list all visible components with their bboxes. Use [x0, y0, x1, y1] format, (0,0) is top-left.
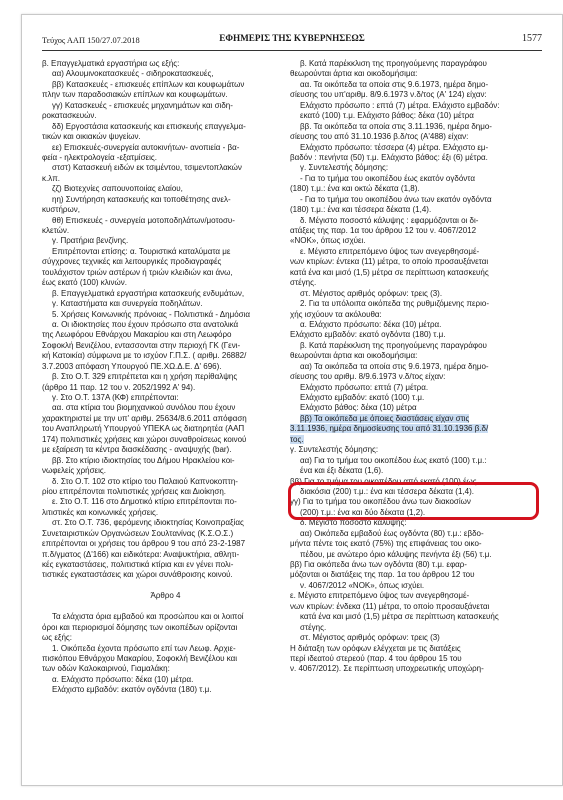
left-column-line: εε) Επισκευές-συνεργεία αυτοκινήτων- ανοπιεία - βα- — [52, 142, 240, 152]
left-column-line: τικών και οικιακών ψυγείων. — [42, 132, 141, 142]
right-column — [290, 59, 537, 675]
left-column-line: Ελάχιστο εμβαδόν: εκατόν ογδόντα (180) τ.μ. — [52, 685, 212, 695]
highlighted-text: 3.11.1936, ημέρα δημοσίευσης του από 31.10.1936 β.δ/ — [290, 424, 489, 434]
left-column-line: γ. Πρατήρια βενζίνης. — [52, 236, 129, 246]
right-column-line: Ελάχιστο εμβαδόν: εκατό (100) τ.μ. — [300, 393, 425, 402]
left-column-line: γ. Στο Ο.Τ. 137Α (ΚΦ) επιτρέπονται: — [52, 393, 179, 402]
document-page — [21, 14, 563, 786]
left-column-line: αα) Αλουμινοκατασκευές - σιδηροκατασκευές, — [52, 69, 214, 79]
right-column-line: (180) τ.μ.: ένα και οκτώ δέκατα (1,8). — [290, 184, 420, 194]
left-column-line: φεία - ηλεκτρολογεία -εξατμίσεις. — [42, 152, 157, 162]
right-column-line: (200) τ.μ.: ένα και δύο δέκατα (1,2). — [300, 507, 426, 517]
right-column-line: ε. Μέγιστο επιτρεπόμενο ύψος των ανεγερθησομέ- — [290, 591, 470, 601]
right-column-line — [290, 435, 537, 445]
left-column-line: ως εξής: — [42, 633, 72, 643]
right-column-line: διακόσια (200) τ.μ.: ένα και τέσσερα δέκατα (1,4). — [300, 486, 474, 496]
right-column-line: δ. Μέγιστο ποσοστό κάλυψης : εφαρμόζονται οι δι- — [300, 215, 479, 225]
left-column-line: β. Επαγγελματικά εργαστήρια κατασκευής ενδυμάτων, — [52, 288, 245, 298]
left-column-line: στστ) Κατασκευή ειδών εκ τσιμέντου, τσιμεντοπλακών — [52, 163, 242, 173]
header-divider — [42, 50, 542, 51]
left-column-line: ροκατασκευών. — [42, 111, 97, 121]
right-column-line: γγ) Για το τμήμα του οικοπέδου άνω των διακοσίων — [290, 497, 471, 507]
left-column-line: ρίου επιτρέπονται πολιτιστικές χρήσεις και Διοίκηση. — [42, 486, 227, 496]
highlighted-text: τος. — [290, 434, 304, 444]
right-column-line — [290, 424, 537, 434]
left-column-line: λιτιστικές και κοινωνικές χρήσεις. — [42, 507, 159, 517]
left-column-line: α. Ελάχιστο πρόσωπο: δέκα (10) μέτρα. — [52, 674, 194, 684]
left-column-line: α. Οι ιδιοκτησίες που έχουν πρόσωπο στα ανατολικά — [52, 319, 239, 329]
right-column-line: γ. Συντελεστής δόμησης: — [300, 163, 389, 173]
right-column-line: περί ιδεατού στερεού (παρ. 4 του άρθρου 15 του — [290, 653, 462, 663]
left-column-line: έως εκατό (100) κλινών. — [42, 278, 127, 288]
right-column-line: κατά ένα και μισό (1,5) μέτρα σε περίπτωση κατασκευής — [300, 612, 499, 622]
right-column-line: σίευσης του αριθμ. 8/9.6.1973 ν.δ/τος είχαν: — [290, 372, 446, 382]
right-column-line: εκατό (100) τ.μ. Ελάχιστο βάθος: δέκα (10) μέτρα — [300, 111, 474, 121]
right-column-line: μήντα πέντε τοις εκατό (75%) της επιφάνειας του οικο- — [290, 539, 482, 549]
left-column-line: των οδών Καλοκαιρινού, Γιαμαλάκη: — [42, 664, 170, 674]
left-column-line: κ.λπ. — [42, 173, 60, 183]
left-column-line: του Αναπληρωτή Υπουργού ΥΠΕΚΑ ως διατηρητέα (ΑΑΠ — [42, 424, 245, 434]
right-column-line: σίευσης του από 31.10.1936 β.δ/τος (Α'488) είχαν: — [290, 132, 469, 142]
right-column-line: νων κτιρίων: ένδεκα (11) μέτρα, το οποίο προσαυξάνεται — [290, 601, 490, 611]
right-column-line: ββ) Για οικόπεδα άνω των ογδόντα (80) τ.μ. εφαρ- — [290, 560, 467, 569]
left-column-line: σύγχρονες τεχνικές και λειτουργικές προδιαγραφές — [42, 257, 222, 267]
left-column-line: θθ) Επισκευές - συνεργεία μοτοποδηλάτων/μοτοσυ- — [52, 215, 235, 225]
issue-number: Τεύχος ΑΑΠ 150/27.07.2018 — [42, 36, 140, 45]
right-column-line: γ. Συντελεστής δόμησης: — [290, 445, 379, 455]
right-column-line: Ελάχιστο πρόσωπο: τέσσερα (4) μέτρα. Ελάχιστο εμ- — [300, 142, 489, 152]
right-column-line: στ. Μέγιστος αριθμός ορόφων: τρεις (3). — [300, 288, 443, 298]
left-column-line: 1. Οικόπεδα έχοντα πρόσωπο επί των Λεωφ. Αρχιε- — [52, 643, 236, 653]
right-column-line: β. Κατά παρέκκλιση της προηγούμενης παραγράφου — [300, 59, 487, 68]
left-column-line: αα. στα κτίρια του βιομηχανικού συνόλου που έχουν — [52, 403, 236, 413]
right-column-line — [290, 414, 537, 424]
right-column-line: αα) Τα οικόπεδα τα οποία στις 9.6.1973, ημέρα δημο- — [300, 361, 489, 371]
right-column-line: 2. Για τα υπόλοιπα οικόπεδα της ρυθμιζόμενης περιο- — [300, 299, 489, 309]
left-column-line: 174) πολιτιστικές χρήσεις και χώροι συναθροίσεως κοινού — [42, 434, 247, 444]
right-column-line: β. Κατά παρέκκλιση της προηγούμενης παραγράφου — [300, 340, 487, 350]
right-column-line: αα) Οικόπεδα εμβαδού έως ογδόντα (80) τ.μ.: εβδο- — [300, 528, 484, 538]
left-column-line: χαρακτηριστεί με την υπ' αριθμ. 25634/8.6.2011 απόφαση — [42, 413, 247, 423]
right-column-line: βαδόν : πενήντα (50) τ.μ. Ελάχιστο βάθος: έξι (6) μέτρα. — [290, 152, 488, 162]
left-column-line: τιστικές εγκαταστάσεις και χώροι συνάθροισης κοινού. — [42, 570, 233, 580]
page-number: 1577 — [522, 33, 542, 44]
left-column-line: πισκόπου Εθνάρχου Μακαρίου, Σοφοκλή Βενιζέλου και — [42, 653, 238, 663]
left-column-line: γγ) Κατασκευές - επισκευές μηχανημάτων και σιδη- — [52, 100, 233, 110]
page-header — [42, 33, 542, 47]
right-column-line: Ελάχιστο πρόσωπο : επτά (7) μέτρα. Ελάχιστο εμβαδόν: — [300, 100, 500, 110]
right-column-line: (180) τ.μ.: ένα και τέσσερα δέκατα (1,4). — [290, 205, 432, 215]
right-column-line: Ελάχιστο βάθος: δέκα (10) μέτρα — [300, 403, 417, 413]
left-column-line: ββ. Στο κτίριο ιδιοκτησίας του Δήμου Ηρακλείου κοι- — [52, 455, 235, 465]
right-column-line: σίευσης του υπ'αριθμ. 8/9.6.1973 ν.δ/τος (Α' 124) είχαν: — [290, 90, 487, 100]
left-column-line: ηη) Συντήρηση κατασκευής και τοποθέτησης ανελ- — [52, 194, 231, 204]
left-column-line: Επιτρέπονται επίσης: α. Τουριστικά καταλύματα με — [52, 246, 231, 256]
left-column-line: της Λεωφόρου Εθνάρχου Μακαρίου και στη Λεωφόρο — [42, 330, 232, 340]
right-column-line: στέγης. — [290, 278, 317, 288]
left-column-line: β. Στο Ο.Τ. 329 επιτρέπεται και η χρήση περίθαλψης — [52, 372, 238, 382]
left-column-line: ε. Στο Ο.Τ. 116 στο Δημοτικό κτίριο επιτρέπονται πο- — [52, 497, 237, 507]
right-column-line: στέγης. — [300, 622, 327, 632]
left-column-line: ββ) Κατασκευές - επισκευές επίπλων και κουφωμάτων — [52, 79, 245, 89]
right-column-line: ββ. Τα οικόπεδα τα οποία στις 3.11.1936, ημέρα δημο- — [300, 121, 492, 131]
right-column-line: θεωρούνται άρτια και οικοδομήσιμα: — [290, 69, 418, 79]
right-column-line: ατάξεις της παρ. 1α του άρθρου 12 του ν. 4067/2012 — [290, 226, 477, 235]
left-column-line: 5. Χρήσεις Κοινωνικής πρόνοιας - Πολιτιστικά - Δημόσια — [52, 309, 250, 319]
left-column-line: Τα ελάχιστα όρια εμβαδού και προσώπου και οι λοιποί — [52, 612, 244, 622]
left-column-line: επιτρέπονται οι χρήσεις του άρθρου 9 του από 23-2-1987 — [42, 539, 246, 549]
right-column-line: - Για το τμήμα του οικοπέδου έως εκατόν ογδόντα — [300, 173, 475, 183]
right-column-line: Ελάχιστο πρόσωπο: επτά (7) μέτρα. — [300, 382, 429, 392]
left-column-line: (άρθρο 11 παρ. 12 του ν. 2052/1992 Α' 94). — [42, 382, 196, 392]
left-column-line: κυστήρων, — [42, 205, 80, 215]
right-column-line: Ελάχιστο εμβαδόν: εκατό ογδόντα (180) τ.μ. — [290, 330, 446, 340]
left-column — [42, 59, 289, 696]
gazette-title: ΕΦΗΜΕΡΙΣ ΤΗΣ ΚΥΒΕΡΝΗΣΕΩΣ — [219, 33, 365, 43]
left-column-line: Άρθρο 4 — [150, 591, 181, 601]
left-column-line: Σοφοκλή Βενιζέλου, εντασσονται στην περιοχή ΓΚ (Γενι- — [42, 340, 241, 350]
right-column-line: ένα και έξι δέκατα (1,6). — [300, 466, 384, 476]
left-column-line — [42, 602, 289, 612]
right-column-line: μόζονται οι διατάξεις της παρ. 1α του άρθρου 12 του — [290, 570, 475, 580]
right-column-line: κατά ένα και μισό (1,5) μέτρα σε περίπτωση κατασκευής — [290, 267, 489, 277]
left-column-line: νωφελείς χρήσεις. — [42, 466, 106, 476]
left-column-line: στ. Στο Ο.Τ. 736, φερόμενης ιδιοκτησίας Κοινοπραξίας — [52, 518, 244, 528]
right-column-line: ε. Μέγιστο επιτρεπόμενο ύψος των ανεγερθησομέ- — [300, 246, 480, 256]
right-column-line: στ. Μέγιστος αριθμός ορόφων: τρεις (3) — [300, 633, 440, 643]
right-column-line: δ. Μέγιστο ποσοστό κάλυψης: — [300, 518, 407, 528]
right-column-line: ν. 4067/2012 «ΝΟΚ», όπως ισχύει. — [300, 580, 425, 590]
left-column-line: ζζ) Βιοτεχνίες σαπουνοποιίας ελαίου, — [52, 184, 183, 194]
right-column-line: αα. Τα οικόπεδα τα οποία στις 9.6.1973, ημέρα δημο- — [300, 79, 489, 89]
right-column-line: αα) Για το τμήμα του οικοπέδου έως εκατό (100) τ.μ.: — [300, 455, 487, 465]
left-column-line: γ. Καταστήματα και συνεργεία ποδηλάτων. — [52, 299, 203, 309]
left-column-line: πλην των παραδοσιακών επίπλων και κουφωμάτων. — [42, 90, 228, 100]
right-column-line: Η διάταξη των ορόφων ελέγχεται με τις διατάξεις — [290, 643, 461, 653]
right-column-line: θεωρούνται άρτια και οικοδομήσιμα: — [290, 351, 418, 361]
right-column-line: πέδου, με ανώτερο όριο κάλυψης πενήντα έξι (56) τ.μ. — [300, 549, 492, 559]
left-column-line: τουλάχιστον τριών αστέρων ή τριών κλειδιών και άνω, — [42, 267, 233, 277]
left-column-line: όροι και περιορισμοί δόμησης των οικοπέδων ορίζονται — [42, 622, 238, 632]
right-column-line: - Για το τμήμα του οικοπέδου άνω των εκατόν ογδόντα — [300, 194, 492, 204]
red-highlight-box — [288, 482, 539, 520]
right-column-line: α. Ελάχιστο πρόσωπο: δέκα (10) μέτρα. — [300, 319, 442, 329]
right-column-line: χής ισχύουν τα ακόλουθα: — [290, 309, 382, 319]
right-column-line: ν. 4067/2012). Σε περίπτωση υποχρεωτικής υποχώρη- — [290, 664, 484, 674]
left-column-line: με εξαίρεση τα κέντρα διασκέδασης - αναψυχής (bar). — [42, 445, 232, 455]
right-column-line: νων κτιρίων: έντεκα (11) μέτρα, το οποίο προσαυξάνεται — [290, 257, 489, 267]
left-column-line: π.δ/γματος (Δ'166) και ειδικότερα: Αναψυκτήρια, αθλητι- — [42, 549, 240, 559]
left-column-line: κλετών. — [42, 226, 70, 235]
left-column-line: κή Κατοικία) σύμφωνα με το ισχύον Γ.Π.Σ. ( αριθμ. 26882/ — [42, 351, 247, 361]
left-column-line: δ. Στο Ο.Τ. 102 στο κτίριο του Παλαιού Καπνοκοπτη- — [52, 476, 238, 486]
left-column-line: β. Επαγγελματικά εργαστήρια ως εξής: — [42, 59, 180, 68]
left-column-line: 3.7.2003 απόφαση Υπουργού ΠΕ.ΧΩ.Δ.Ε. Δ' 696). — [42, 361, 222, 371]
right-column-line: ββ) Για το τμήμα του οικοπέδου από εκατό (100) έως — [290, 476, 477, 486]
left-column-line: δδ) Εργοστάσια κατασκευής και επισκευής επαγγελμα- — [52, 121, 246, 131]
highlighted-text: ββ) Τα οικόπεδα με όποιες διαστάσεις είχαν στις — [300, 413, 470, 423]
left-column-line: Συνεταιριστικών Οργανώσεων Σουλτανίνας (Κ.Σ.Ο.Σ.) — [42, 528, 234, 538]
left-column-line: κές εγκαταστάσεις, πολιτιστικά κτίρια και εν γένει πολι- — [42, 560, 234, 569]
left-column-line — [42, 581, 289, 591]
right-column-line: «ΝΟΚ», όπως ισχύει. — [290, 236, 366, 246]
